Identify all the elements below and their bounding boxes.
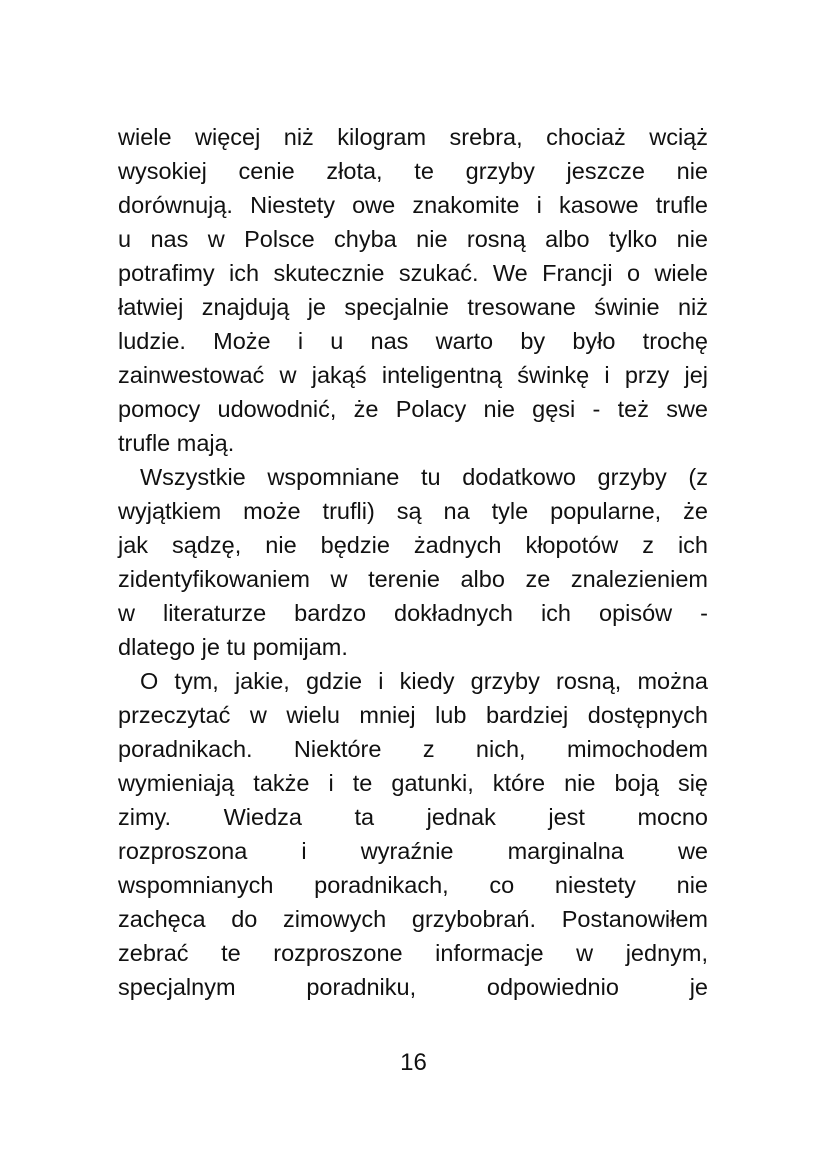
text-line: łatwiej znajdują je specjalnie tresowane świnie niż <box>118 294 708 320</box>
text-line: wysokiej cenie złota, te grzyby jeszcze nie <box>118 158 708 184</box>
text-line: rozproszona i wyraźnie marginalna we <box>118 838 708 864</box>
text-line: poradnikach. Niektóre z nich, mimochodem <box>118 736 708 762</box>
text-line: zidentyfikowaniem w terenie albo ze znalezieniem <box>118 566 708 592</box>
text-line: dorównują. Niestety owe znakomite i kasowe trufle <box>118 192 708 218</box>
text-line: u nas w Polsce chyba nie rosną albo tylko nie <box>118 226 708 252</box>
text-line: Wszystkie wspomniane tu dodatkowo grzyby (z <box>140 464 708 490</box>
text-line: zainwestować w jakąś inteligentną świnkę i przy jej <box>118 362 708 388</box>
text-line: trufle mają. <box>118 430 235 456</box>
text-line: dlatego je tu pomijam. <box>118 634 348 660</box>
text-line: w literaturze bardzo dokładnych ich opisów - <box>118 600 708 626</box>
text-line: zachęca do zimowych grzybobrań. Postanowiłem <box>118 906 708 932</box>
paragraph-3 <box>118 664 708 1004</box>
text-line: O tym, jakie, gdzie i kiedy grzyby rosną, można <box>140 668 708 694</box>
body-text <box>118 120 708 1004</box>
paragraph-2 <box>118 460 708 664</box>
text-line: zebrać te rozproszone informacje w jednym, <box>118 940 708 966</box>
text-line: przeczytać w wielu mniej lub bardziej dostępnych <box>118 702 708 728</box>
page-number: 16 <box>400 1049 427 1076</box>
text-line: jak sądzę, nie będzie żadnych kłopotów z ich <box>118 532 708 558</box>
text-line: wyjątkiem może trufli) są na tyle popularne, że <box>118 498 708 524</box>
text-line: wymieniają także i te gatunki, które nie boją się <box>118 770 708 796</box>
paragraph-1 <box>118 120 708 460</box>
text-line: pomocy udowodnić, że Polacy nie gęsi - też swe <box>118 396 708 422</box>
text-line: zimy. Wiedza ta jednak jest mocno <box>118 804 708 830</box>
text-line: wiele więcej niż kilogram srebra, chociaż wciąż <box>118 124 708 150</box>
text-line: specjalnym poradniku, odpowiednio je <box>118 974 708 1000</box>
text-line: ludzie. Może i u nas warto by było trochę <box>118 328 708 354</box>
text-line: wspomnianych poradnikach, co niestety nie <box>118 872 708 898</box>
text-line: potrafimy ich skutecznie szukać. We Francji o wiele <box>118 260 708 286</box>
